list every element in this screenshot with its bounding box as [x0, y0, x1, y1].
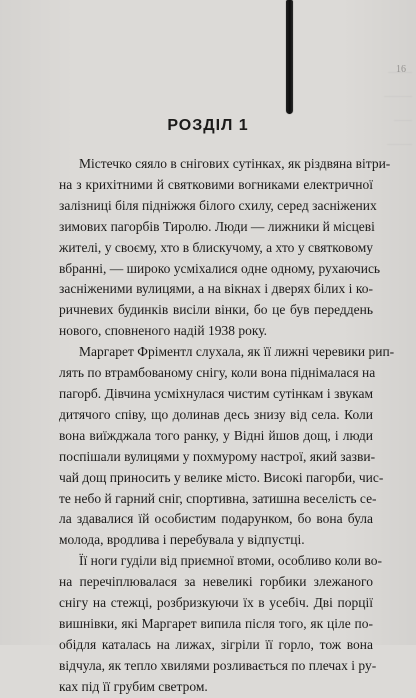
text-line: ричневих будинків висіли вінки, бо це був переддень: [59, 302, 373, 318]
text-line: на перечіплювалася за невеликі горбики злежаного: [59, 574, 373, 590]
text-line: Її ноги гуділи від приємної втоми, особливо коли во-: [79, 553, 382, 569]
text-line: ках під її грубим светром.: [59, 678, 208, 694]
text-line: жителі, у своєму, хто в блискучому, а хто у святковому: [59, 239, 373, 255]
text-line: вона виїжджала того ранку, у Відні йшов дощ, і люди: [59, 427, 373, 443]
text-line: снігу на стежці, розбризкуючи їх в усебіч. Дві порції: [59, 595, 373, 611]
text-line: зимових пагорбів Тиролю. Люди — лижники й місцеві: [59, 218, 375, 234]
chapter-body: [59, 154, 395, 698]
text-line: поспішали вулицями у похмурому настрої, який зазви-: [59, 448, 376, 464]
text-line: лять по втрамбованому снігу, коли вона піднімалася на: [59, 365, 376, 381]
paragraph-3: [59, 551, 382, 697]
paragraph-1: [59, 154, 391, 342]
page-number: 16: [396, 64, 406, 75]
text-line: пагорб. Дівчина усміхнулася чистим сутінкам і звукам: [59, 385, 373, 401]
bleed-line: [387, 144, 412, 145]
text-line: нового, сповненого надій 1938 року.: [59, 323, 268, 339]
text-line: чай дощ приносить у велике місто. Високі пагорби, чис-: [59, 469, 384, 485]
text-line: Містечко сяяло в снігових сутінках, як різдвяна вітри-: [79, 156, 391, 171]
text-line: залізниці біля підніжжя білого схилу, серед засніжених: [59, 197, 377, 213]
text-line: дитячого співу, що долинав десь знизу від села. Коли: [59, 406, 373, 422]
text-line: Маргарет Фріментл слухала, як її лижні черевики рип-: [79, 344, 395, 360]
text-line: на з крихітними й святковими вогниками електричної: [59, 176, 373, 192]
text-line: засніженими вулицями, а на вікнах і дверях білих і ко-: [59, 281, 373, 297]
text-line: ла здавалися їй особистим подарунком, бо вона була: [59, 511, 373, 527]
text-line: молода, вродлива і перебувала у відпустці.: [59, 532, 305, 548]
text-line: відчула, як тепло хвилями розливається по плечах і ру-: [59, 657, 377, 673]
text-line: те небо й гарний сніг, спортивна, затишна веселість се-: [59, 490, 377, 506]
text-line: вишнівки, які Маргарет випила після того, як ціле по-: [59, 615, 373, 631]
text-line: вбранні, — широко усміхалися одне одному, рухаючись: [59, 260, 381, 276]
chapter-title: РОЗДІЛ 1: [167, 117, 249, 134]
opposite-page-bleed: [376, 0, 416, 180]
paragraph-2: [59, 342, 395, 551]
bleed-line: [384, 96, 412, 97]
bookmark-ribbon: [286, 0, 293, 114]
text-line: обідля каталась на лижах, зігріли її горло, тож вона: [59, 636, 373, 652]
